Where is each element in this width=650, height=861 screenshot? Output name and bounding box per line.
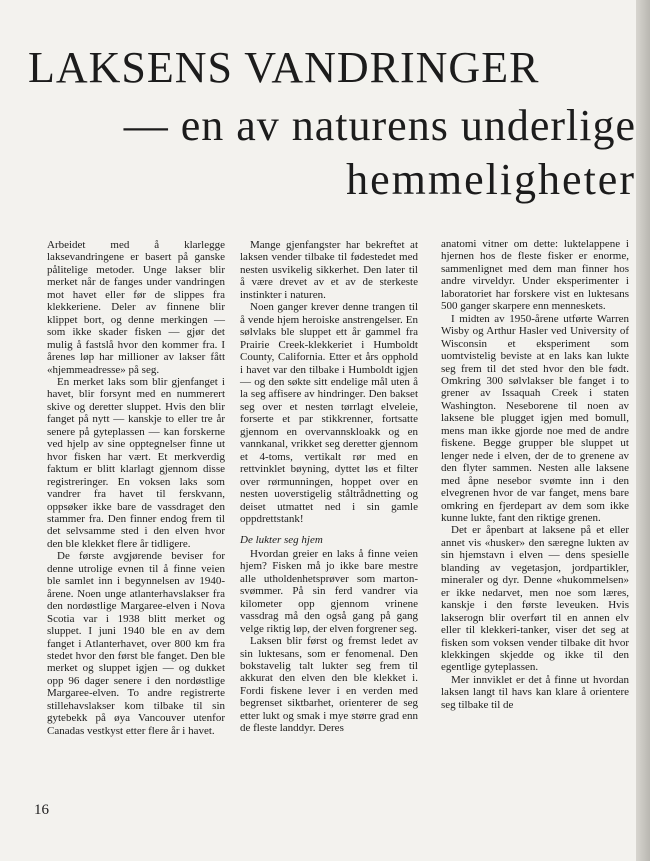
text-column-2	[240, 239, 418, 735]
column-3-paragraph-1: anatomi vitner om dette: luktelappene i hjernen hos de fleste fisker er enorme, sammenlignet med dem man finner hos andre virveldyr. Under eksperimenter i laboratoriet har forskere vist en luktesans 500 ganger skarpere enn menneskets.	[441, 238, 629, 313]
column-3-paragraph-3: Det er åpenbart at laksene på et eller annet vis «husker» den særegne lukten av sin hjemstavn i elven — dens spesielle blanding av vegetasjon, jordpartikler, mineraler og dyr. Denne «hukommelsen» er ikke nedarvet, men noe som læres, kanskje i den første leveuken. Hvis lakserogn blir overført til en annen elv eller til klekkeri-tanker, viser det seg at fisken som voksen vender tilbake dit hvor klekkingen skjedde og ikke til den egentlige gyteplassen.	[441, 524, 629, 674]
column-1-paragraph-2: En merket laks som blir gjenfanget i havet, blir forsynt med en nummerert skive og deretter sluppet. Hvis den blir fanget på nytt — kanskje to eller tre år senere på gyteplassen — kan forskerne ved hjelp av sine opptegnelser finne ut hvor fisken har vært. Et merkverdig faktum er blitt klarlagt gjennom disse registreringer. En voksen laks som vandrer fra havet til ferskvann, oppsøker ikke bare de vassdraget den stammer fra. Den finner endog frem til det selvsamme sted i den elven hvor den ble klekket flere år tidligere.	[47, 375, 225, 550]
page-number: 16	[34, 802, 49, 818]
column-2-paragraph-1: Mange gjenfangster har bekreftet at laksen vender tilbake til fødestedet med nesten usvikelig sikkerhet. Den later til å være drevet av et av de sterkeste instinkter i naturen.	[240, 239, 418, 301]
column-3-paragraph-4: Mer innviklet er det å finne ut hvordan laksen langt til havs kan klare å orientere seg tilbake til de	[441, 673, 629, 711]
title-line-2: — en av naturens underlige	[123, 101, 636, 150]
column-1-paragraph-3: De første avgjørende beviser for denne utrolige evnen til å finne veien ble samlet inn i begynnelsen av 1940-årene. Noen unge atlanterhavslakser fra den nordøstlige Margaree-elven i Nova Scotia var i 1938 blitt merket og sluppet. I juni 1940 ble en av dem fanget i Atlanterhavet, over 800 km fra stedet hvor den først ble fanget. Den ble merket og sluppet igjen — og dukket opp 96 dager senere i den nordøstlige Margaree-elven. To andre registrerte stillehavslakser kom tilbake til sin gytebekk på øya Vancouver utenfor Canadas vestkyst etter flere år i havet.	[47, 550, 225, 737]
column-2-paragraph-2: Noen ganger krever denne trangen til å vende hjem heroiske anstrengelser. En sølvlaks ble sluppet ett år gammel fra Prairie Creek-klekkeriet i Humboldt County, California. Etter et års opphold i havet var den tilbake i Humboldt igjen — og den søkte sitt endelige mål uten å la seg affisere av hindringer. Den bakset seg over et nesten tørrlagt elveleie, forserte et par stikkrenner, fortsatte gjennom en overvannskloakk og en vannkanal, vrikket seg deretter gjennom et 4-toms, vertikalt rør med en rettvinklet bøyning, dyttet løs et filter over rørmunningen, hoppet over en nesten uoverstigelig ståltrådnetting og deiset utmattet ned i sin gamle oppdrettstank!	[240, 301, 418, 525]
page-spine-edge	[636, 0, 650, 861]
title-line-3: hemmeligheter	[346, 155, 636, 204]
subheading: De lukter seg hjem	[240, 534, 323, 547]
column-3-paragraph-2: I midten av 1950-årene utførte Warren Wisby og Arthur Hasler ved University of Wisconsin et eksperiment som uomtvistelig beviste at en laks kan lukte seg frem til det sted hvor den ble født. Omkring 300 sølvlakser ble fanget i to grener av Issaquah Creek i staten Washington. Neseborene til noen av laksene ble plugget igjen med bomull, mens man ikke gjorde noe med de andre fiskene. Begge grupper ble sluppet ut lenger nede i elven, der de to grenene av den flyter sammen. Nesten alle laksene med åpne nesebor svømte inn i den elvegrenen hvor de var fanget, mens bare omkring en fjerdepart av dem som ikke kunne lukte, fant den riktige grenen.	[441, 312, 629, 524]
column-2-paragraph-4: Laksen blir først og fremst ledet av sin luktesans, som er fenomenal. Den bokstavelig talt lukter seg frem til akkurat den elven den ble klekket i. Fordi fiskene lever i en verden med begrenset siktbarhet, orienterer de seg etter lukt og smak i mye større grad enn de fleste landdyr. Deres	[240, 635, 418, 735]
column-2-paragraph-3: Hvordan greier en laks å finne veien hjem? Fisken må jo ikke bare mestre alle utholdenhetsprøver som marton-svømmer. På sin ferd vandrer via kilometer opp gjennom vrinene vassdrag må den også gang på gang velge riktig løp, der elven forgrener seg.	[240, 547, 418, 635]
column-1-paragraph-1: Arbeidet med å klarlegge laksevandringene er basert på ganske pålitelige metoder. Unge lakser blir merket når de fanges under vandringen mot havet eller før de slippes fra klekkeriene. Deler av finnene blir klippet bort, og denne merkingen — som ikke skader fisken — gjør det mulig å fastslå hvor den kommer fra. I årenes løp har millioner av lakser fått «hjemmeadresse» på seg.	[47, 239, 225, 376]
text-column-3	[441, 238, 629, 711]
text-column-1	[47, 239, 225, 737]
title-line-1: LAKSENS VANDRINGER	[28, 43, 540, 92]
